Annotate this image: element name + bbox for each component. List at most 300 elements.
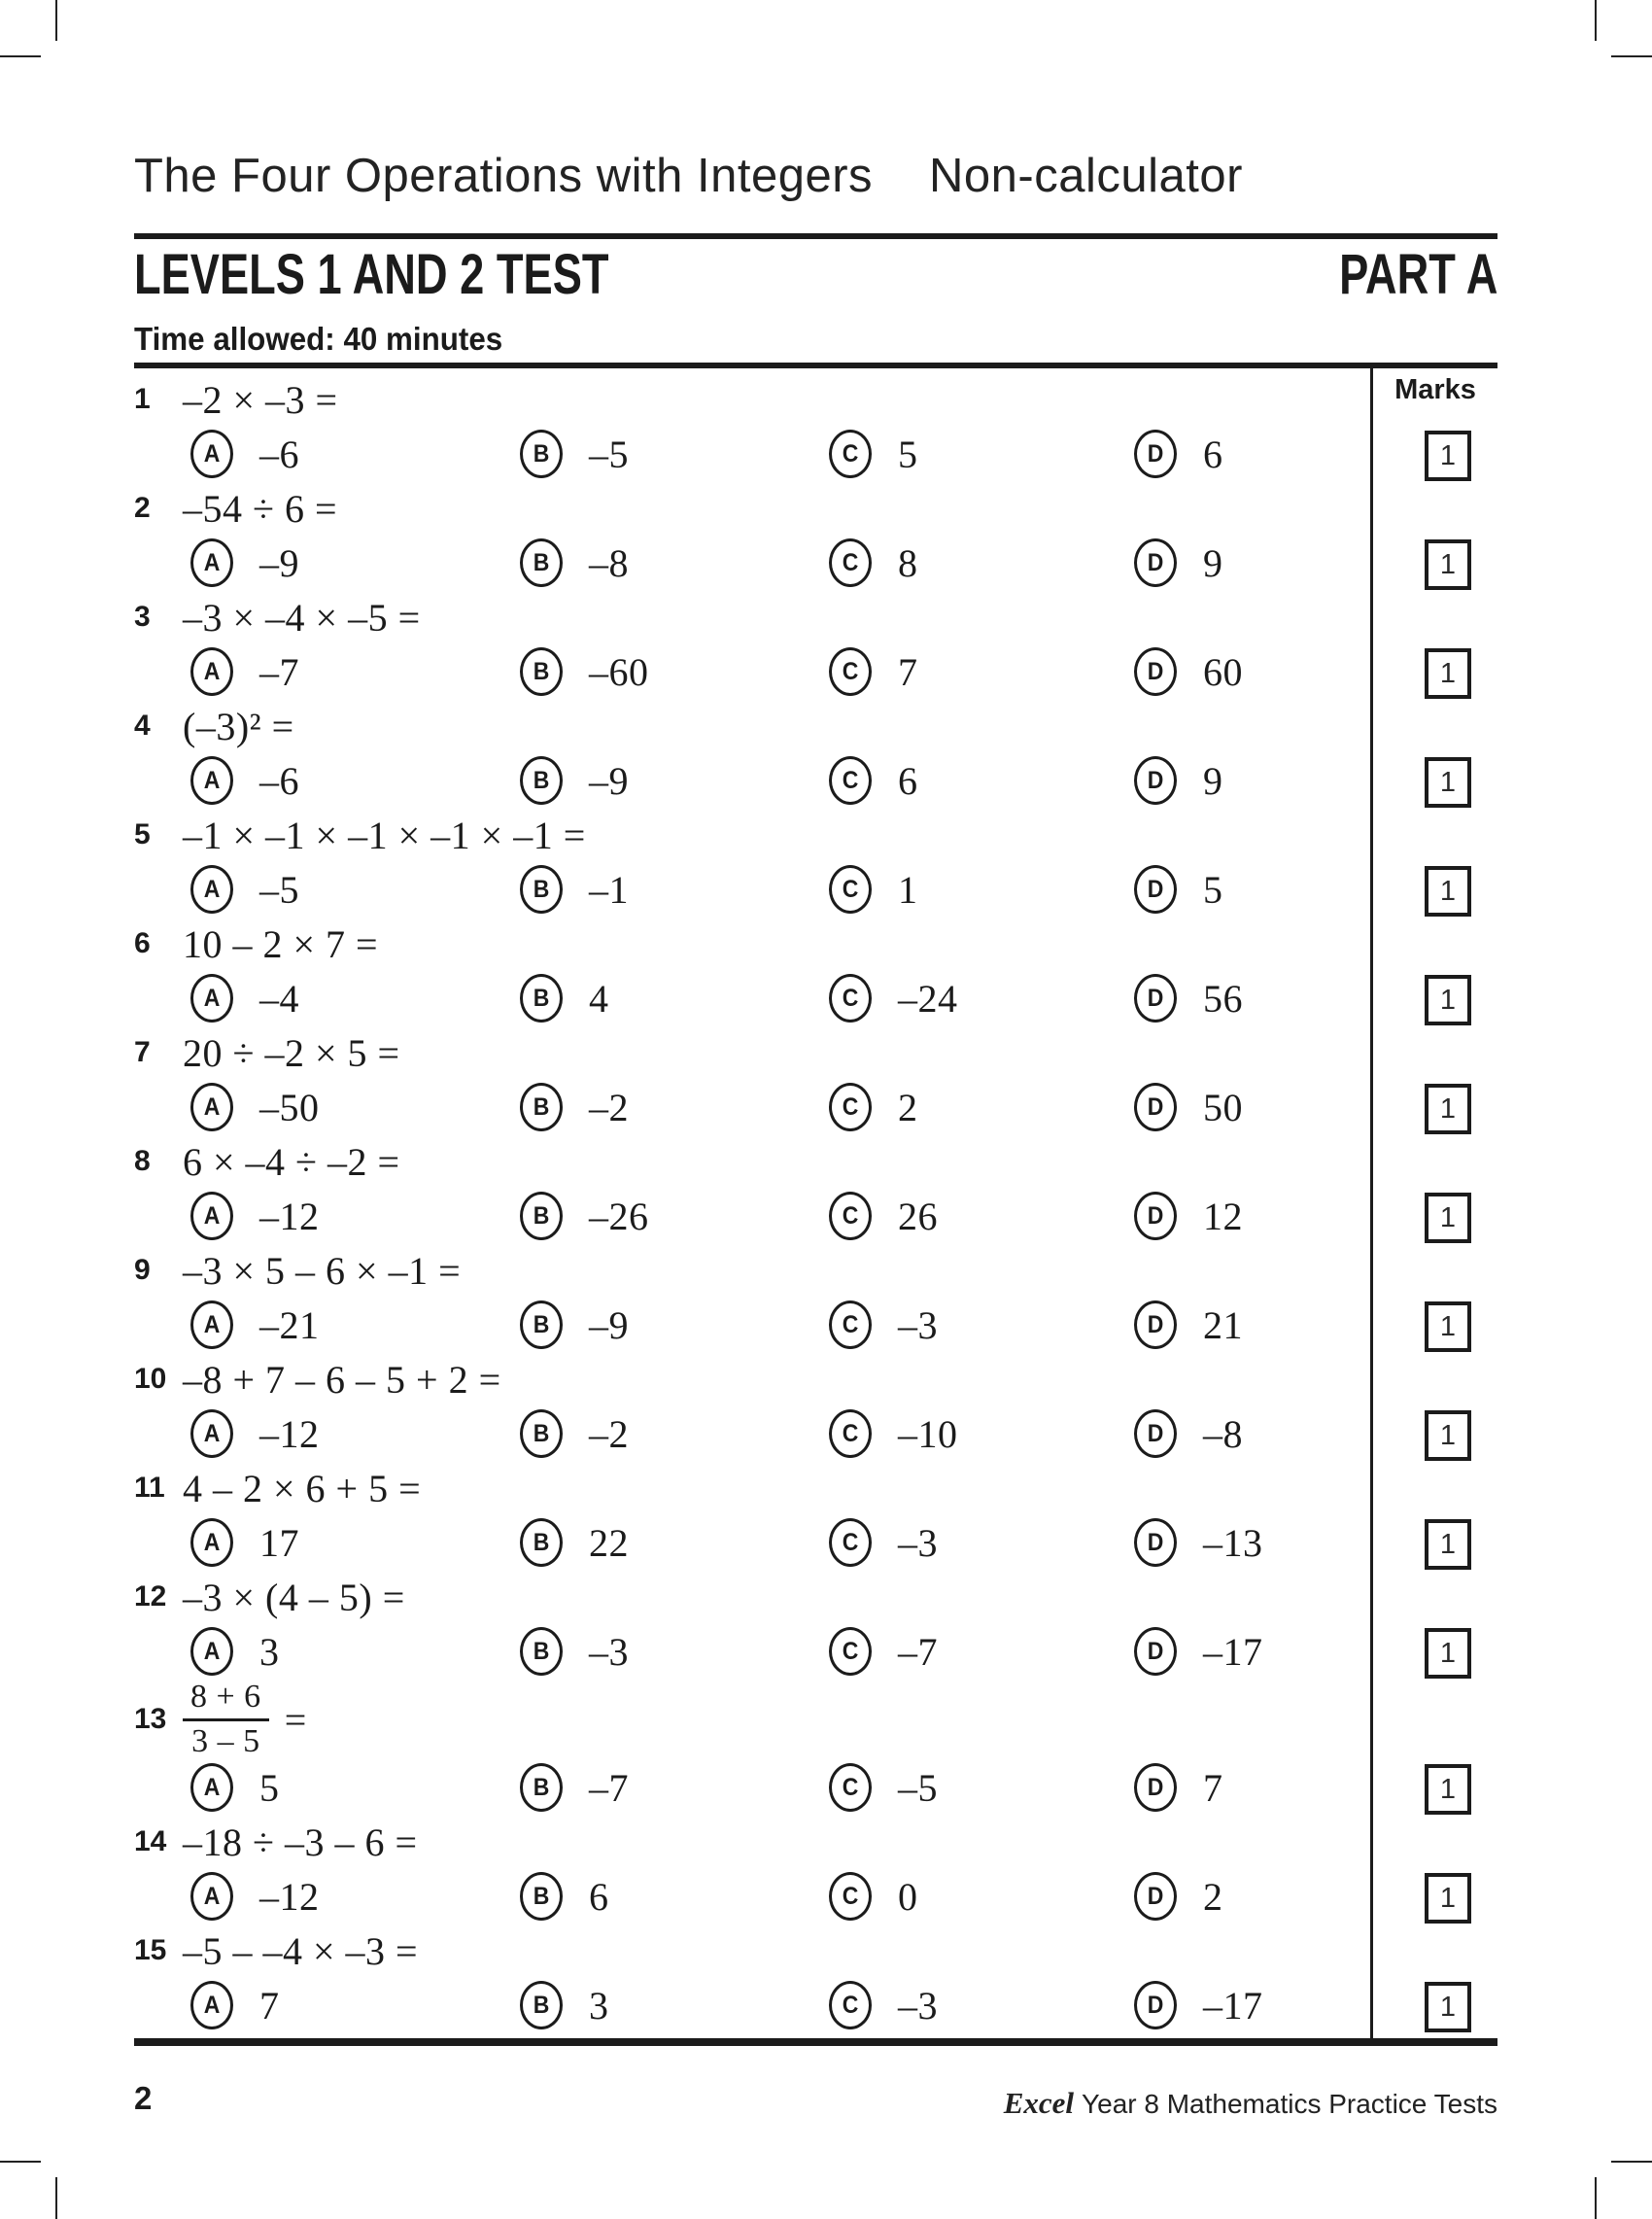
options-row — [134, 967, 1370, 1029]
option-c-value: –5 — [898, 1765, 938, 1810]
mark-box — [1425, 539, 1471, 590]
question-line — [134, 703, 1370, 749]
option-b — [520, 1974, 609, 2036]
question-line — [134, 1927, 1370, 1974]
option-a-bubble: A — [190, 1518, 233, 1567]
mark-box — [1425, 648, 1471, 699]
option-c-bubble: C — [829, 1763, 872, 1812]
option-b-bubble: B — [520, 1083, 563, 1131]
option-b — [520, 1865, 609, 1927]
option-b-bubble: B — [520, 538, 563, 587]
question-block — [134, 1356, 1457, 1465]
option-d — [1134, 1403, 1243, 1465]
option-a-value: 3 — [259, 1629, 280, 1674]
test-heading-row — [134, 245, 1497, 305]
question-expression: –18 ÷ –3 – 6 = — [183, 1820, 418, 1864]
option-a-value: –12 — [259, 1874, 320, 1919]
option-d — [1134, 1756, 1223, 1819]
option-b-value: 3 — [589, 1983, 609, 2028]
crop-mark — [55, 2177, 57, 2219]
page-title-qualifier: Non-calculator — [929, 150, 1243, 202]
option-b-bubble: B — [520, 756, 563, 805]
option-a-bubble: A — [190, 974, 233, 1023]
option-d-value: –17 — [1203, 1983, 1263, 2028]
time-allowed: Time allowed: 40 minutes — [134, 321, 503, 357]
question-expression: –2 × –3 = — [183, 377, 338, 422]
option-c — [829, 1185, 938, 1247]
mark-value: 1 — [1439, 1201, 1457, 1233]
option-c-value: –3 — [898, 1983, 938, 2028]
option-b — [520, 1403, 629, 1465]
option-b-value: –2 — [589, 1411, 629, 1456]
option-a — [190, 641, 299, 703]
option-c — [829, 641, 918, 703]
question-line — [134, 1247, 1370, 1294]
crop-mark — [55, 0, 57, 41]
option-b-bubble: B — [520, 974, 563, 1023]
option-a-bubble: A — [190, 1300, 233, 1349]
option-d — [1134, 1294, 1243, 1356]
option-b-bubble: B — [520, 1627, 563, 1676]
option-a-bubble: A — [190, 756, 233, 805]
option-c-value: 2 — [898, 1085, 918, 1129]
mark-box — [1425, 1982, 1471, 2032]
option-d-bubble: D — [1134, 1083, 1177, 1131]
option-a-value: –6 — [259, 758, 299, 803]
mark-box — [1425, 1410, 1471, 1461]
question-number: 3 — [134, 601, 151, 633]
option-d-value: 12 — [1203, 1194, 1243, 1238]
question-number: 9 — [134, 1254, 151, 1286]
option-a — [190, 967, 299, 1029]
options-row — [134, 641, 1370, 703]
option-a-bubble: A — [190, 1627, 233, 1676]
question-expression: –3 × –4 × –5 = — [183, 595, 421, 640]
mark-box — [1425, 1628, 1471, 1679]
option-b — [520, 423, 629, 485]
crop-mark — [1595, 2177, 1597, 2219]
question-number: 11 — [134, 1472, 165, 1504]
option-d — [1134, 1185, 1243, 1247]
option-a — [190, 1403, 320, 1465]
option-c-bubble: C — [829, 974, 872, 1023]
option-c-bubble: C — [829, 1192, 872, 1240]
option-d — [1134, 967, 1243, 1029]
series-title: Year 8 Mathematics Practice Tests — [1082, 2089, 1497, 2119]
option-a-bubble: A — [190, 430, 233, 478]
option-d-value: 21 — [1203, 1302, 1243, 1347]
question-block — [134, 1465, 1457, 1574]
option-c-value: 5 — [898, 432, 918, 476]
question-expression: (–3)² = — [183, 704, 294, 748]
option-b-bubble: B — [520, 647, 563, 696]
option-b — [520, 1756, 629, 1819]
question-number: 6 — [134, 927, 151, 959]
mark-box — [1425, 866, 1471, 917]
option-c — [829, 1620, 938, 1682]
question-block — [134, 1927, 1457, 2036]
option-b — [520, 967, 609, 1029]
question-line — [134, 1029, 1370, 1076]
options-row — [134, 1865, 1370, 1927]
question-expression: 6 × –4 ÷ –2 = — [183, 1139, 400, 1184]
mark-box — [1425, 1873, 1471, 1924]
question-block — [134, 594, 1457, 703]
option-a — [190, 1974, 280, 2036]
option-c — [829, 1076, 918, 1138]
crop-mark — [0, 2161, 41, 2163]
options-row — [134, 1620, 1370, 1682]
option-c — [829, 1756, 938, 1819]
option-d-bubble: D — [1134, 1300, 1177, 1349]
question-expression: –8 + 7 – 6 – 5 + 2 = — [183, 1357, 501, 1402]
question-line — [134, 1138, 1370, 1185]
question-expression: –3 × 5 – 6 × –1 = — [183, 1248, 462, 1293]
option-a — [190, 1756, 280, 1819]
question-line — [134, 1819, 1370, 1865]
option-d-bubble: D — [1134, 647, 1177, 696]
option-d-value: –17 — [1203, 1629, 1263, 1674]
option-d-value: –13 — [1203, 1520, 1263, 1565]
question-block — [134, 1574, 1457, 1682]
option-c-value: –10 — [898, 1411, 958, 1456]
option-d-bubble: D — [1134, 1627, 1177, 1676]
question-line — [134, 594, 1370, 641]
question-number: 12 — [134, 1580, 167, 1612]
option-a — [190, 749, 299, 812]
option-a-bubble: A — [190, 1763, 233, 1812]
question-line — [134, 1465, 1370, 1511]
option-d-bubble: D — [1134, 1763, 1177, 1812]
question-number: 7 — [134, 1036, 151, 1068]
option-d — [1134, 1865, 1223, 1927]
option-b-bubble: B — [520, 1872, 563, 1921]
option-b — [520, 858, 629, 920]
option-c-value: 26 — [898, 1194, 938, 1238]
option-a-value: 7 — [259, 1983, 280, 2028]
options-row — [134, 1294, 1370, 1356]
option-a-value: 5 — [259, 1765, 280, 1810]
option-a-bubble: A — [190, 647, 233, 696]
option-a — [190, 1294, 320, 1356]
option-d-bubble: D — [1134, 1872, 1177, 1921]
option-a-value: –9 — [259, 540, 299, 585]
options-row — [134, 532, 1370, 594]
option-b-value: 4 — [589, 976, 609, 1021]
marks-header: Marks — [1394, 374, 1476, 405]
option-c-bubble: C — [829, 1409, 872, 1458]
option-d-bubble: D — [1134, 1518, 1177, 1567]
option-b-value: –60 — [589, 649, 649, 694]
option-b-value: –5 — [589, 432, 629, 476]
question-block — [134, 485, 1457, 594]
option-b-value: –9 — [589, 1302, 629, 1347]
option-c-value: 7 — [898, 649, 918, 694]
option-c — [829, 423, 918, 485]
option-d — [1134, 1620, 1263, 1682]
mark-value: 1 — [1439, 1419, 1457, 1451]
mark-value: 1 — [1439, 1882, 1457, 1914]
mark-value: 1 — [1439, 1991, 1457, 2023]
option-d-bubble: D — [1134, 974, 1177, 1023]
option-b-value: –9 — [589, 758, 629, 803]
question-number: 10 — [134, 1363, 167, 1395]
option-a-bubble: A — [190, 1083, 233, 1131]
page-number: 2 — [134, 2080, 153, 2116]
option-c-value: –3 — [898, 1520, 938, 1565]
option-b — [520, 1294, 629, 1356]
option-c — [829, 1511, 938, 1574]
option-c-bubble: C — [829, 1872, 872, 1921]
option-c — [829, 967, 958, 1029]
options-row — [134, 1511, 1370, 1574]
mark-box — [1425, 1084, 1471, 1134]
mark-value: 1 — [1439, 1773, 1457, 1805]
crop-mark — [1611, 55, 1652, 57]
question-number: 13 — [134, 1703, 167, 1735]
option-a — [190, 1185, 320, 1247]
option-c — [829, 1974, 938, 2036]
question-expression: –3 × (4 – 5) = — [183, 1575, 405, 1619]
options-row — [134, 858, 1370, 920]
options-row — [134, 1403, 1370, 1465]
option-a — [190, 532, 299, 594]
crop-mark — [1611, 2161, 1652, 2163]
option-a-value: –12 — [259, 1411, 320, 1456]
options-row — [134, 749, 1370, 812]
mark-value: 1 — [1439, 439, 1457, 471]
option-b-value: –1 — [589, 867, 629, 912]
option-b-value: –8 — [589, 540, 629, 585]
option-d-bubble: D — [1134, 1409, 1177, 1458]
page-title-row — [134, 150, 1497, 202]
option-b — [520, 1076, 629, 1138]
option-c-value: –3 — [898, 1302, 938, 1347]
option-c-bubble: C — [829, 1627, 872, 1676]
mark-value: 1 — [1439, 1637, 1457, 1669]
option-b — [520, 641, 649, 703]
option-c-bubble: C — [829, 756, 872, 805]
option-d-value: –8 — [1203, 1411, 1243, 1456]
option-b-value: 6 — [589, 1874, 609, 1919]
mark-value: 1 — [1439, 1528, 1457, 1560]
option-d-value: 50 — [1203, 1085, 1243, 1129]
option-b-value: –26 — [589, 1194, 649, 1238]
question-line — [134, 812, 1370, 858]
question-expression: –1 × –1 × –1 × –1 × –1 = — [183, 813, 586, 857]
question-expression: 20 ÷ –2 × 5 = — [183, 1030, 400, 1075]
mark-value: 1 — [1439, 1310, 1457, 1342]
options-row — [134, 1185, 1370, 1247]
mark-box — [1425, 1764, 1471, 1815]
question-expression: 10 – 2 × 7 = — [183, 921, 379, 966]
question-block — [134, 920, 1457, 1029]
option-b-value: 22 — [589, 1520, 629, 1565]
option-b-bubble: B — [520, 1192, 563, 1240]
option-c — [829, 1865, 918, 1927]
footer-credit — [1004, 2086, 1497, 2121]
option-d — [1134, 1974, 1263, 2036]
question-line — [134, 376, 1370, 423]
option-c-bubble: C — [829, 538, 872, 587]
question-number: 14 — [134, 1825, 167, 1857]
option-d-value: 60 — [1203, 649, 1243, 694]
option-c-bubble: C — [829, 1083, 872, 1131]
option-b-bubble: B — [520, 1518, 563, 1567]
question-number: 1 — [134, 383, 151, 415]
option-b-bubble: B — [520, 1300, 563, 1349]
option-d-value: 5 — [1203, 867, 1223, 912]
mark-value: 1 — [1439, 1092, 1457, 1125]
question-block — [134, 1819, 1457, 1927]
option-c — [829, 532, 918, 594]
option-c-bubble: C — [829, 647, 872, 696]
question-table — [134, 368, 1497, 2038]
question-block — [134, 1029, 1457, 1138]
option-b — [520, 1620, 629, 1682]
question-line — [134, 1574, 1370, 1620]
option-d — [1134, 1511, 1263, 1574]
option-a-bubble: A — [190, 538, 233, 587]
option-a-value: –4 — [259, 976, 299, 1021]
option-b — [520, 749, 629, 812]
crop-mark — [1595, 0, 1597, 41]
mark-value: 1 — [1439, 548, 1457, 580]
mark-box — [1425, 431, 1471, 481]
mark-box — [1425, 975, 1471, 1025]
option-d-bubble: D — [1134, 430, 1177, 478]
mark-box — [1425, 757, 1471, 808]
option-b-bubble: B — [520, 865, 563, 914]
question-number: 8 — [134, 1145, 151, 1177]
option-d-value: 9 — [1203, 540, 1223, 585]
option-c-bubble: C — [829, 1981, 872, 2029]
options-row — [134, 1756, 1370, 1819]
question-line — [134, 485, 1370, 532]
option-d-value: 56 — [1203, 976, 1243, 1021]
option-d-value: 6 — [1203, 432, 1223, 476]
mark-value: 1 — [1439, 984, 1457, 1016]
option-a-bubble: A — [190, 865, 233, 914]
bottom-rule — [134, 2038, 1497, 2046]
option-a-value: –12 — [259, 1194, 320, 1238]
question-expression: –54 ÷ 6 = — [183, 486, 338, 531]
question-number: 15 — [134, 1934, 167, 1966]
option-c — [829, 858, 918, 920]
option-d — [1134, 858, 1223, 920]
option-d — [1134, 423, 1223, 485]
options-row — [134, 423, 1370, 485]
option-c-value: 6 — [898, 758, 918, 803]
divider — [134, 233, 1497, 239]
option-b-bubble: B — [520, 1763, 563, 1812]
option-d-bubble: D — [1134, 865, 1177, 914]
page-title: The Four Operations with Integers — [134, 150, 874, 202]
options-row — [134, 1076, 1370, 1138]
option-c-bubble: C — [829, 430, 872, 478]
test-heading: LEVELS 1 AND 2 TEST — [134, 243, 609, 306]
option-a-value: –6 — [259, 432, 299, 476]
option-b-value: –7 — [589, 1765, 629, 1810]
option-c-value: 1 — [898, 867, 918, 912]
question-block — [134, 812, 1457, 920]
mark-box — [1425, 1193, 1471, 1243]
option-a-bubble: A — [190, 1409, 233, 1458]
question-line — [134, 920, 1370, 967]
option-c — [829, 1403, 958, 1465]
mark-box — [1425, 1519, 1471, 1570]
option-a — [190, 423, 299, 485]
question-number: 4 — [134, 710, 151, 742]
fraction — [183, 1680, 269, 1759]
option-d — [1134, 532, 1223, 594]
option-c — [829, 1294, 938, 1356]
mark-value: 1 — [1439, 766, 1457, 798]
option-c-value: 0 — [898, 1874, 918, 1919]
option-a-bubble: A — [190, 1981, 233, 2029]
option-d-bubble: D — [1134, 1192, 1177, 1240]
option-c-bubble: C — [829, 1518, 872, 1567]
question-expression: –5 – –4 × –3 = — [183, 1928, 419, 1973]
question-fraction — [183, 1680, 307, 1759]
equals-sign: = — [284, 1697, 307, 1742]
question-number: 2 — [134, 492, 151, 524]
option-b — [520, 1185, 649, 1247]
option-d — [1134, 641, 1243, 703]
option-c-value: 8 — [898, 540, 918, 585]
option-d-value: 7 — [1203, 1765, 1223, 1810]
question-block — [134, 703, 1457, 812]
question-block — [134, 1678, 1457, 1819]
question-line — [134, 1356, 1370, 1403]
mark-box — [1425, 1301, 1471, 1352]
mark-value: 1 — [1439, 657, 1457, 689]
question-expression: 4 – 2 × 6 + 5 = — [183, 1466, 422, 1510]
option-a-value: –50 — [259, 1085, 320, 1129]
option-a-bubble: A — [190, 1192, 233, 1240]
option-d-value: 9 — [1203, 758, 1223, 803]
option-c — [829, 749, 918, 812]
question-number: 5 — [134, 818, 151, 850]
option-a — [190, 1076, 320, 1138]
option-a-value: 17 — [259, 1520, 299, 1565]
option-a — [190, 1511, 299, 1574]
brand-name: Excel — [1003, 2086, 1075, 2120]
option-b-bubble: B — [520, 430, 563, 478]
option-a — [190, 1620, 280, 1682]
option-a-bubble: A — [190, 1872, 233, 1921]
option-b-value: –2 — [589, 1085, 629, 1129]
option-d — [1134, 1076, 1243, 1138]
option-a-value: –5 — [259, 867, 299, 912]
option-c-value: –7 — [898, 1629, 938, 1674]
fraction-denominator: 3 – 5 — [191, 1722, 260, 1759]
options-row — [134, 1974, 1370, 2036]
option-d-bubble: D — [1134, 538, 1177, 587]
question-block — [134, 1138, 1457, 1247]
option-b-bubble: B — [520, 1409, 563, 1458]
option-b — [520, 532, 629, 594]
option-b-value: –3 — [589, 1629, 629, 1674]
fraction-numerator: 8 + 6 — [183, 1680, 269, 1721]
question-block — [134, 1247, 1457, 1356]
option-c-bubble: C — [829, 1300, 872, 1349]
option-a-value: –7 — [259, 649, 299, 694]
option-a — [190, 858, 299, 920]
option-c-bubble: C — [829, 865, 872, 914]
option-b-bubble: B — [520, 1981, 563, 2029]
option-a-value: –21 — [259, 1302, 320, 1347]
